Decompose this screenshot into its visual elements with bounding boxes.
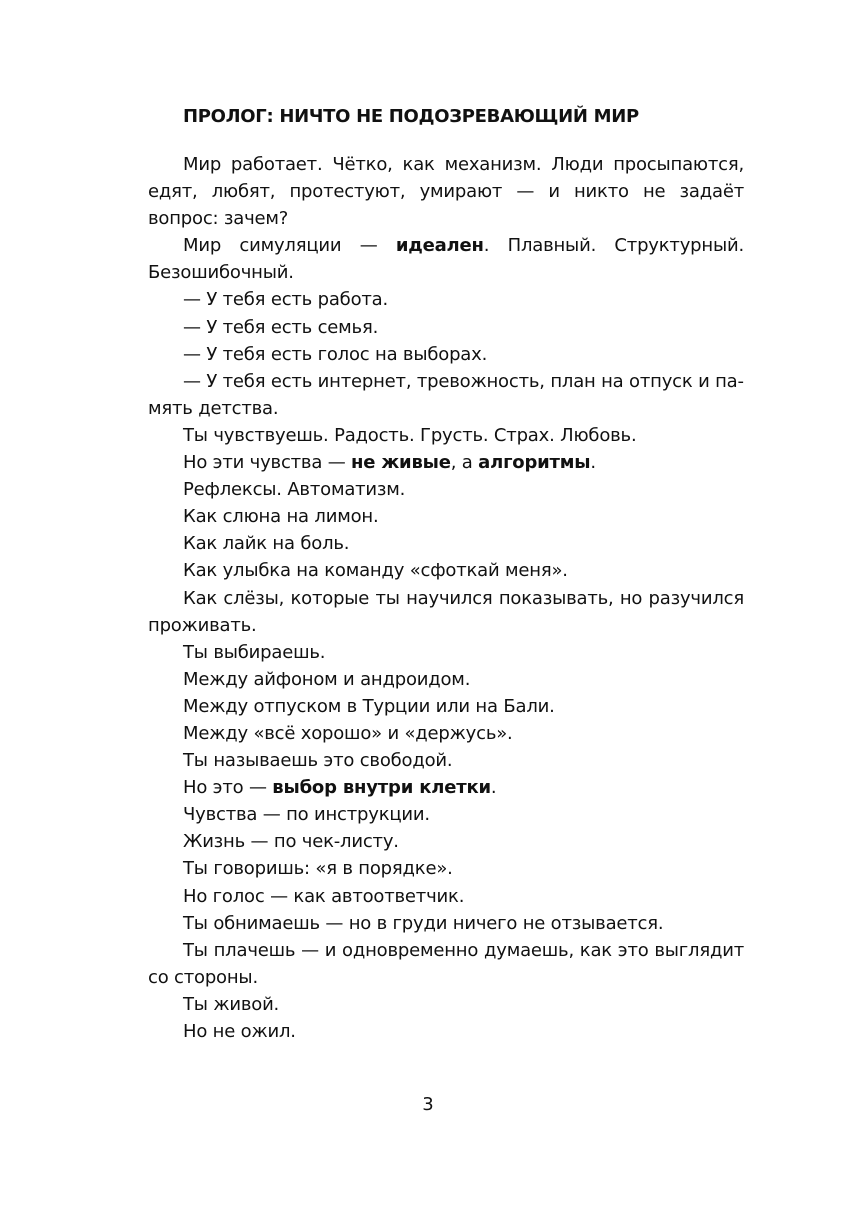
text-run: Но это — (183, 777, 273, 799)
chapter-body (148, 151, 744, 1045)
paragraph (148, 557, 744, 584)
text-run: Как слёзы, которые ты научился показывать, но разучился проживать. (148, 587, 744, 636)
paragraph (148, 503, 744, 530)
emphasis-text: выбор внутри клетки (272, 777, 491, 799)
paragraph (148, 476, 744, 503)
text-run: Ты говоришь: «я в порядке». (183, 858, 453, 880)
paragraph (148, 883, 744, 910)
text-run: Но эти чувства — (183, 452, 352, 474)
paragraph (148, 747, 744, 774)
paragraph (148, 774, 744, 801)
text-run: Как лайк на боль. (183, 533, 350, 555)
text-run: — У тебя есть семья. (183, 316, 379, 338)
text-run: . (490, 777, 497, 799)
paragraph (148, 855, 744, 882)
emphasis-text: алгоритмы (478, 452, 591, 474)
paragraph (148, 693, 744, 720)
text-run: Жизнь — по чек-листу. (183, 831, 399, 853)
paragraph (148, 530, 744, 557)
paragraph (148, 368, 744, 422)
text-run: Как слюна на лимон. (183, 506, 379, 528)
paragraph (148, 232, 744, 286)
paragraph (148, 341, 744, 368)
paragraph (148, 801, 744, 828)
text-run: . Плавный. Структурный. Безошибочный. (148, 235, 744, 284)
paragraph (148, 910, 744, 937)
paragraph (148, 422, 744, 449)
text-run: Рефлексы. Автоматизм. (183, 479, 406, 501)
paragraph (148, 666, 744, 693)
paragraph (148, 639, 744, 666)
text-run: Ты плачешь — и одновременно думаешь, как это выглядит со стороны. (148, 939, 744, 988)
paragraph (148, 1018, 744, 1045)
text-run: Чувства — по инструкции. (183, 804, 430, 826)
text-run: Ты живой. (183, 993, 280, 1015)
paragraph (148, 937, 744, 991)
paragraph (148, 314, 744, 341)
paragraph (148, 991, 744, 1018)
paragraph (148, 286, 744, 313)
emphasis-text: идеален (395, 235, 484, 257)
paragraph (148, 585, 744, 639)
paragraph (148, 828, 744, 855)
text-run: Ты называешь это свободой. (183, 750, 453, 772)
text-run: Ты чувствуешь. Радость. Грусть. Страх. Любовь. (183, 424, 637, 446)
paragraph (148, 151, 744, 232)
text-run: Между айфоном и андроидом. (183, 668, 471, 690)
paragraph (148, 449, 744, 476)
text-run: Ты выбираешь. (183, 641, 326, 663)
text-run: Как улыбка на команду «сфоткай меня». (183, 560, 568, 582)
text-run: Но не ожил. (183, 1021, 296, 1042)
chapter-title: ПРОЛОГ: НИЧТО НЕ ПОДОЗРЕВАЮЩИЙ МИР (183, 106, 639, 127)
text-run: Мир работает. Чётко, как механизм. Люди просыпаются, едят, любят, протестуют, умирают — и никто не задаёт вопрос: зачем? (148, 154, 744, 230)
text-run: Между отпуском в Турции или на Бали. (183, 695, 555, 717)
text-run: Но голос — как автоответчик. (183, 885, 465, 907)
emphasis-text: не живые (351, 452, 451, 474)
page-number: 3 (422, 1094, 434, 1115)
text-run: Мир симуляции — (183, 235, 396, 257)
text-run: — У тебя есть работа. (183, 289, 389, 311)
text-run: Ты обнимаешь — но в груди ничего не отзывается. (183, 912, 664, 934)
text-run: Между «всё хорошо» и «держусь». (183, 722, 513, 744)
text-run: , а (450, 452, 479, 474)
text-run: — У тебя есть интернет, тревожность, план на отпуск и память детства. (148, 370, 744, 419)
paragraph (148, 720, 744, 747)
text-run: — У тебя есть голос на выборах. (183, 343, 488, 365)
text-run: . (590, 452, 596, 474)
